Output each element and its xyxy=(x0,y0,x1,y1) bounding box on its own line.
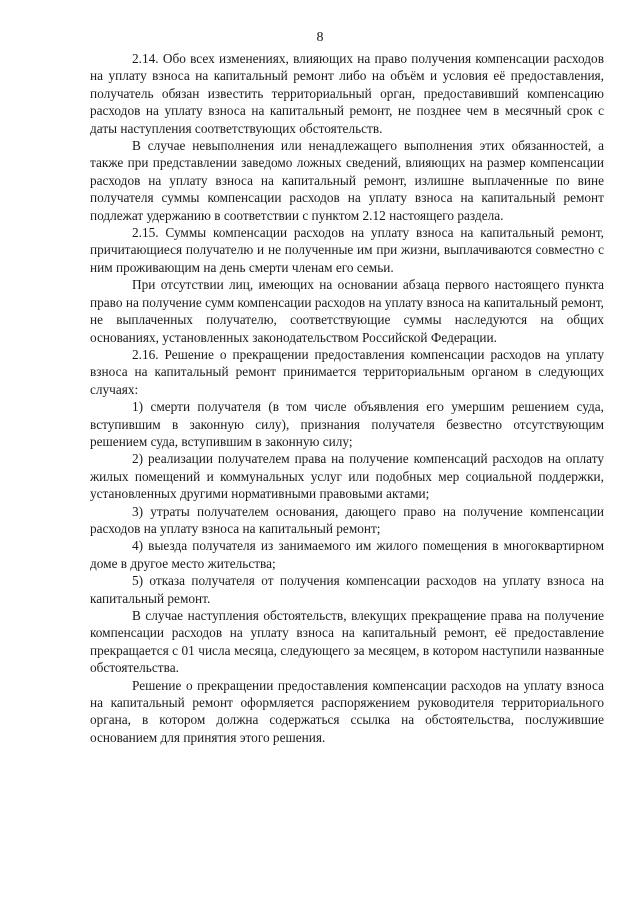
paragraph-termination-date: В случае наступления обстоятельств, влекущих прекращение права на получение компенсации расходов на уплату взноса на капитальный ремонт, её предоставление прекращается с 01 числа месяца, следующего за месяцем, в котором наступили названные обстоятельства. xyxy=(90,608,604,676)
list-item-2: 2) реализации получателем права на получение компенсаций расходов на оплату жилых помещений и коммунальных услуг или подобных мер социальной поддержки, установленных другими нормативными правовыми актами; xyxy=(90,451,604,502)
paragraph-termination-decision: Решение о прекращении предоставления компенсации расходов на уплату взноса на капитальный ремонт оформляется распоряжением руководителя территориального органа, в котором должна содержаться ссылка на обстоятельства, послужившие основанием для принятия этого решения. xyxy=(90,677,604,745)
list-item-4: 4) выезда получателя из занимаемого им жилого помещения в многоквартирном доме в другое место жительства; xyxy=(90,538,604,571)
paragraph-2-16: 2.16. Решение о прекращении предоставления компенсации расходов на уплату взноса на капитальный ремонт принимается территориальным органом в следующих случаях: xyxy=(90,346,604,397)
paragraph-2-15-inheritance: При отсутствии лиц, имеющих на основании абзаца первого настоящего пункта право на получение сумм компенсации расходов на уплату взноса на капитальный ремонт, не выплаченных получателю, соответствующие суммы наследуются на общих основаниях, установленных законодательством Российской Федерации. xyxy=(90,277,604,345)
paragraph-2-14-violation: В случае невыполнения или ненадлежащего выполнения этих обязанностей, а также при представлении заведомо ложных сведений, влияющих на размер компенсации расходов на уплату взноса на капитальный ремонт, излишне выплаченные по вине получателя суммы компенсации расходов на уплату взноса на капитальный ремонт подлежат удержанию в соответствии с пунктом 2.12 настоящего раздела. xyxy=(90,138,604,223)
list-item-5: 5) отказа получателя от получения компенсации расходов на уплату взноса на капитальный ремонт. xyxy=(90,573,604,606)
list-item-3: 3) утраты получателем основания, дающего право на получение компенсации расходов на уплату взноса на капитальный ремонт; xyxy=(90,503,604,536)
page-number: 8 xyxy=(316,30,324,45)
paragraph-2-15: 2.15. Суммы компенсации расходов на уплату взноса на капитальный ремонт, причитающиеся получателю и не полученные им при жизни, выплачиваются совместно с ним проживающим на день смерти членам его семьи. xyxy=(90,225,604,275)
list-item-1: 1) смерти получателя (в том числе объявления его умершим решением суда, вступившим в законную силу), признания получателя безвестно отсутствующим решением суда, вступившим в законную силу; xyxy=(90,399,604,449)
paragraph-2-14: 2.14. Обо всех изменениях, влияющих на право получения компенсации расходов на уплату взноса на капитальный ремонт либо на объём и условия её предоставления, получатель обязан известить территориальный орган, предоставивший компенсацию расходов на уплату взноса на капитальный ремонт, не позднее чем в месячный срок с даты наступления соответствующих обстоятельств. xyxy=(90,51,604,136)
document-body xyxy=(90,50,604,746)
